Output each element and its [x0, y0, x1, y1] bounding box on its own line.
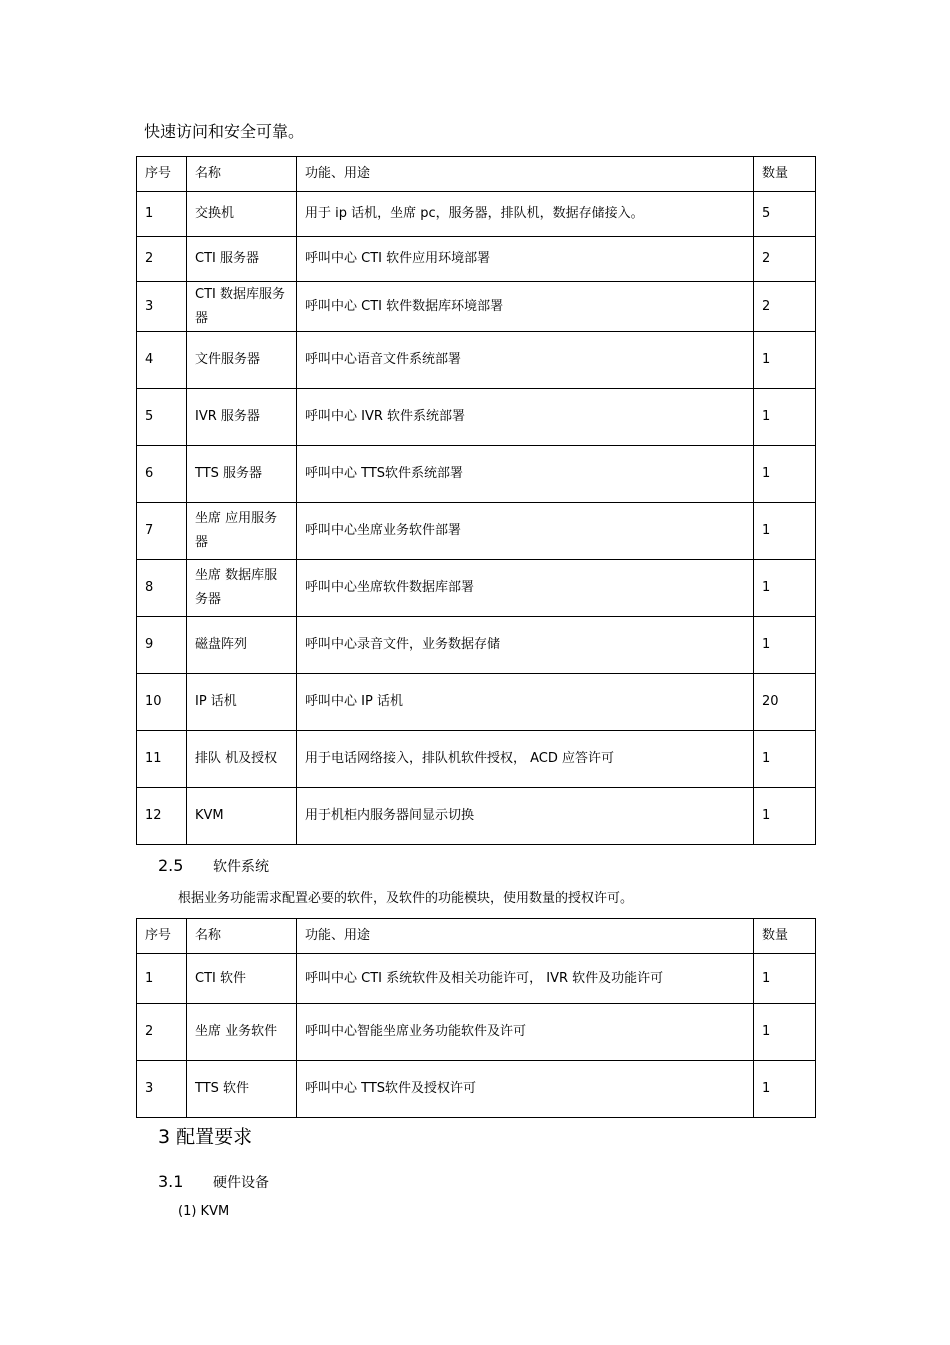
cell-quantity: 20: [754, 674, 816, 731]
cell-purpose: 呼叫中心 CTI 软件数据库环境部署: [297, 282, 754, 332]
cell-purpose: 呼叫中心坐席业务软件部署: [297, 503, 754, 560]
table-row: [137, 282, 816, 332]
cell-name: TTS 服务器: [187, 446, 297, 503]
cell-quantity: 1: [754, 1004, 816, 1061]
cell-name: 坐席 业务软件: [187, 1004, 297, 1061]
cell-index: 11: [137, 731, 187, 788]
cell-quantity: 2: [754, 237, 816, 282]
table-row: [137, 446, 816, 503]
table-row: [137, 788, 816, 845]
table-row: [137, 503, 816, 560]
cell-purpose: 呼叫中心录音文件，业务数据存储: [297, 617, 754, 674]
header-cell: 名称: [187, 157, 297, 192]
cell-purpose: 呼叫中心 CTI 软件应用环境部署: [297, 237, 754, 282]
cell-index: 12: [137, 788, 187, 845]
header-cell: 数量: [754, 919, 816, 954]
cell-quantity: 1: [754, 731, 816, 788]
cell-quantity: 1: [754, 954, 816, 1004]
cell-name: TTS 软件: [187, 1061, 297, 1118]
cell-index: 7: [137, 503, 187, 560]
cell-name: 交换机: [187, 192, 297, 237]
cell-name: KVM: [187, 788, 297, 845]
cell-name: IP 话机: [187, 674, 297, 731]
software-table: [136, 918, 816, 1118]
list-item-kvm: (1) KVM: [178, 1204, 230, 1219]
cell-name: 排队 机及授权: [187, 731, 297, 788]
header-cell: 序号: [137, 157, 187, 192]
cell-index: 3: [137, 1061, 187, 1118]
cell-quantity: 1: [754, 332, 816, 389]
table-row: [137, 192, 816, 237]
cell-quantity: 1: [754, 389, 816, 446]
cell-purpose: 呼叫中心智能坐席业务功能软件及许可: [297, 1004, 754, 1061]
cell-purpose: 呼叫中心坐席软件数据库部署: [297, 560, 754, 617]
table-row: [137, 389, 816, 446]
cell-name: CTI 数据库服务器: [187, 282, 297, 332]
cell-index: 9: [137, 617, 187, 674]
cell-name: 文件服务器: [187, 332, 297, 389]
section-3-heading: 3 配置要求: [158, 1126, 253, 1148]
cell-index: 6: [137, 446, 187, 503]
table-row: [137, 954, 816, 1004]
hardware-table: [136, 156, 816, 845]
header-cell: 数量: [754, 157, 816, 192]
table-row: [137, 731, 816, 788]
table-row: [137, 674, 816, 731]
cell-quantity: 2: [754, 282, 816, 332]
cell-purpose: 呼叫中心 TTS软件系统部署: [297, 446, 754, 503]
cell-purpose: 呼叫中心 IVR 软件系统部署: [297, 389, 754, 446]
table-row: [137, 237, 816, 282]
cell-quantity: 1: [754, 617, 816, 674]
table-row: [137, 617, 816, 674]
cell-purpose: 呼叫中心 TTS软件及授权许可: [297, 1061, 754, 1118]
cell-name: 坐席 应用服务器: [187, 503, 297, 560]
cell-index: 2: [137, 1004, 187, 1061]
cell-quantity: 1: [754, 446, 816, 503]
header-cell: 功能、用途: [297, 919, 754, 954]
cell-index: 2: [137, 237, 187, 282]
cell-purpose: 用于机柜内服务器间显示切换: [297, 788, 754, 845]
cell-index: 3: [137, 282, 187, 332]
cell-name: IVR 服务器: [187, 389, 297, 446]
cell-index: 4: [137, 332, 187, 389]
cell-quantity: 1: [754, 503, 816, 560]
cell-index: 10: [137, 674, 187, 731]
cell-quantity: 5: [754, 192, 816, 237]
table-row: [137, 332, 816, 389]
cell-purpose: 用于电话网络接入，排队机软件授权， ACD 应答许可: [297, 731, 754, 788]
header-cell: 序号: [137, 919, 187, 954]
section-3-1-heading: [158, 1172, 269, 1192]
cell-purpose: 呼叫中心 IP 话机: [297, 674, 754, 731]
cell-quantity: 1: [754, 788, 816, 845]
header-cell: 功能、用途: [297, 157, 754, 192]
cell-purpose: 呼叫中心 CTI 系统软件及相关功能许可， IVR 软件及功能许可: [297, 954, 754, 1004]
section-2-5-heading: [158, 856, 269, 876]
cell-quantity: 1: [754, 560, 816, 617]
cell-name: CTI 服务器: [187, 237, 297, 282]
section-title: 软件系统: [213, 859, 269, 875]
table-row: [137, 1061, 816, 1118]
cell-purpose: 呼叫中心语音文件系统部署: [297, 332, 754, 389]
table-row: [137, 560, 816, 617]
section-number: 2.5: [158, 856, 184, 875]
cell-quantity: 1: [754, 1061, 816, 1118]
cell-name: 磁盘阵列: [187, 617, 297, 674]
cell-index: 5: [137, 389, 187, 446]
cell-name: CTI 软件: [187, 954, 297, 1004]
intro-text: 快速访问和安全可靠。: [144, 122, 305, 141]
cell-index: 1: [137, 192, 187, 237]
cell-index: 1: [137, 954, 187, 1004]
cell-name: 坐席 数据库服务器: [187, 560, 297, 617]
section-2-5-paragraph: 根据业务功能需求配置必要的软件，及软件的功能模块，使用数量的授权许可。: [178, 891, 634, 906]
header-cell: 名称: [187, 919, 297, 954]
table-header-row: [137, 157, 816, 192]
table-row: [137, 1004, 816, 1061]
table-header-row: [137, 919, 816, 954]
section-number: 3.1: [158, 1172, 184, 1191]
cell-index: 8: [137, 560, 187, 617]
cell-purpose: 用于 ip 话机，坐席 pc，服务器，排队机，数据存储接入。: [297, 192, 754, 237]
section-title: 硬件设备: [213, 1175, 269, 1191]
